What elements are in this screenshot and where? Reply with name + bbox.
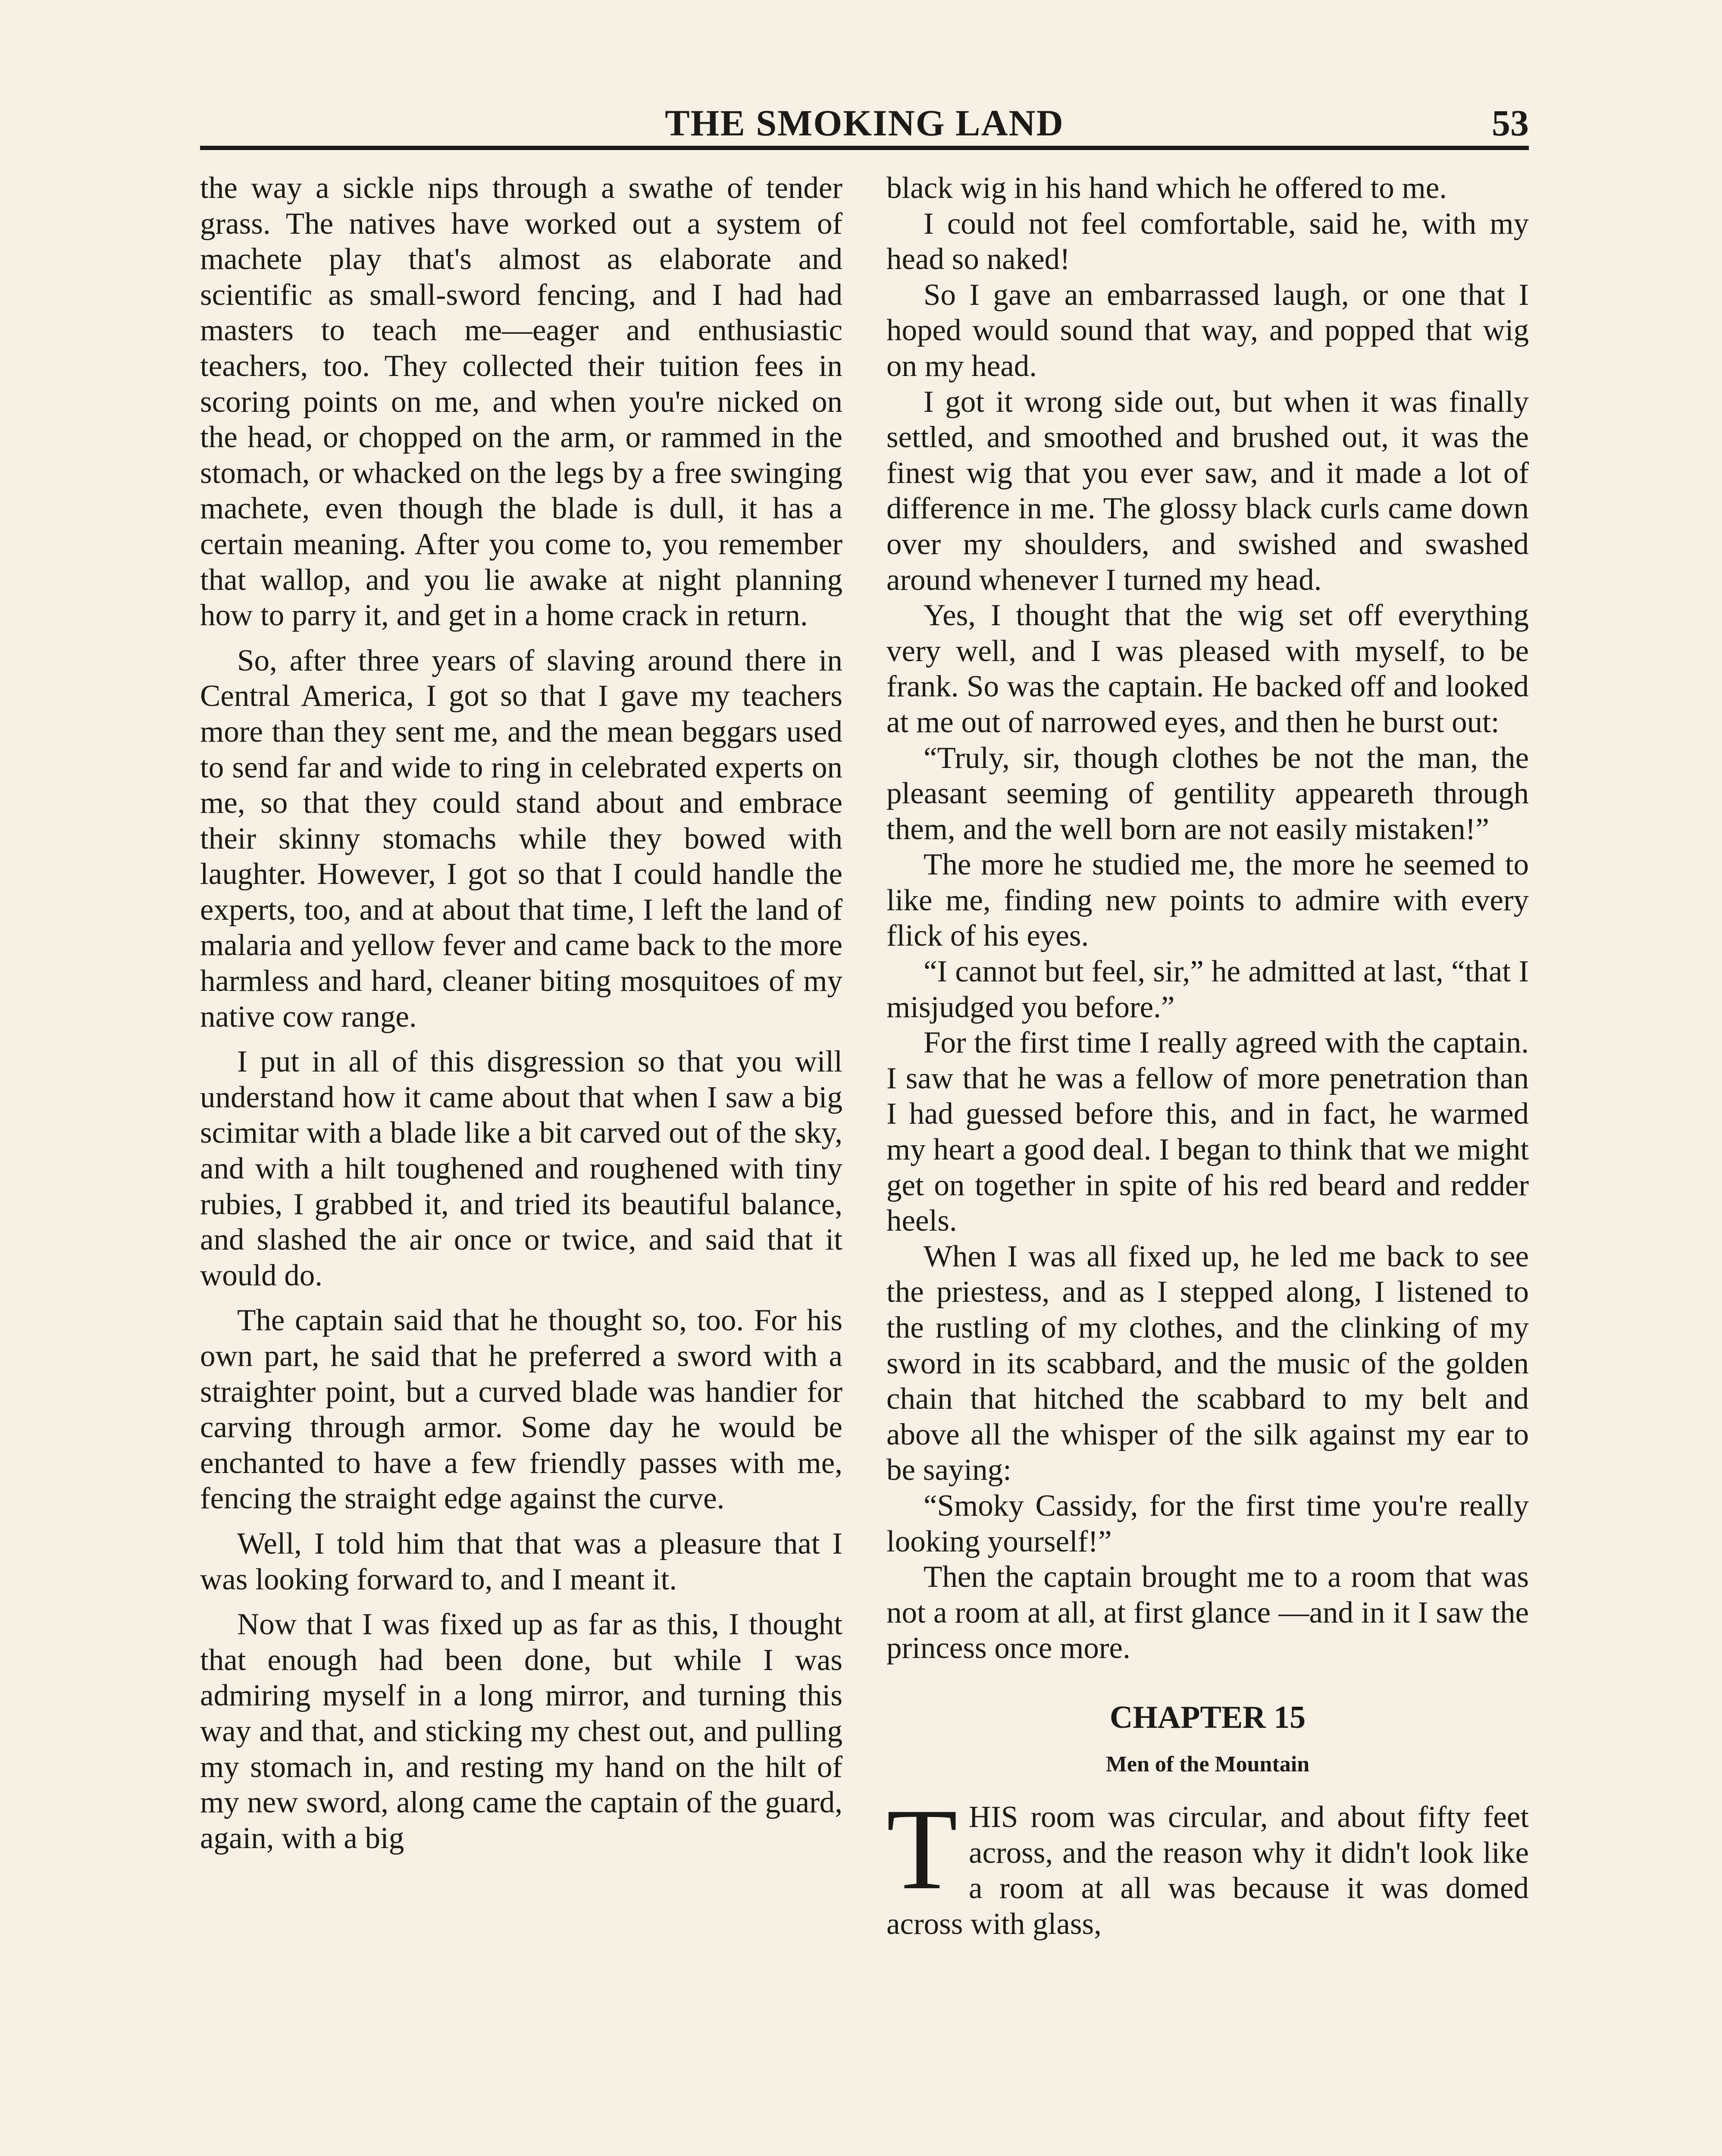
paragraph: black wig in his hand which he offered to me.: [886, 171, 1447, 205]
drop-cap: T: [886, 1785, 958, 1914]
chapter-subtitle: Men of the Mountain: [1105, 1752, 1310, 1777]
paragraph: Now that I was fixed up as far as this, I thought that enough had been done, but while I was admiring myself in a long mirror, and turning this way and that, and sticking my chest out, and pulling my stomach in, and resting my hand on the hilt of my new sword, along came the captain of the guard, again, with a big: [200, 1608, 842, 1855]
paragraph: “Truly, sir, though clothes be not the man, the pleasant seeming of gentility appeareth through them, and the well born are not easily mistaken!”: [886, 741, 1529, 846]
chapter-heading: CHAPTER 15: [1109, 1699, 1306, 1735]
paragraph: Then the captain brought me to a room that was not a room at all, at first glance —and in it I saw the princess once more.: [886, 1560, 1529, 1665]
running-header: [200, 97, 1529, 149]
paragraph: So, after three years of slaving around there in Central America, I got so that I gave my teachers more than they sent me, and the mean beggars used to send far and wide to ring in celebrated experts on me, so that they could stand about and embrace their skinny stomachs while they bowed with laughter. However, I got so that I could handle the experts, too, and at about that time, I left the land of malaria and yellow fever and came back to the more harmless and hard, cleaner biting mosquitoes of my native cow range.: [200, 643, 842, 1034]
chapter-opening: [886, 1785, 1529, 1942]
paragraph: Well, I told him that that was a pleasure that I was looking forward to, and I meant it.: [200, 1526, 842, 1596]
paragraph: I could not feel comfortable, said he, with my head so naked!: [886, 207, 1529, 276]
paragraph: I put in all of this disgression so that you will understand how it came about that when I saw a big scimitar with a blade like a bit carved out of the sky, and with a hilt toughened and roughened with tiny rubies, I grabbed it, and tried its beautiful balance, and slashed the air once or twice, and said that it would do.: [200, 1045, 842, 1292]
right-column: [886, 170, 1529, 1942]
running-title: THE SMOKING LAND: [665, 102, 1064, 144]
paragraph: Yes, I thought that the wig set off everything very well, and I was pleased with myself, to be frank. So was the captain. He backed off and looked at me out of narrowed eyes, and then he burst out:: [886, 599, 1529, 739]
paragraph: the way a sickle nips through a swathe of tender grass. The natives have worked out a system of machete play that's almost as elaborate and scientific as small-sword fencing, and I had had masters to teach me—eager and enthusiastic teachers, too. They collected their tuition fees in scoring points on me, and when you're nicked on the head, or chopped on the arm, or rammed in the stomach, or whacked on the legs by a free swinging machete, even though the blade is dull, it has a certain meaning. After you come to, you remember that wallop, and you lie awake at night planning how to parry it, and get in a home crack in return.: [200, 171, 842, 633]
paragraph: For the first time I really agreed with the captain. I saw that he was a fellow of more penetration than I had guessed before this, and in fact, he warmed my heart a good deal. I began to think that we might get on together in spite of his red beard and redder heels.: [886, 1026, 1529, 1238]
paragraph: When I was all fixed up, he led me back to see the priestess, and as I stepped along, I listened to the rustling of my clothes, and the clinking of my sword in its scabbard, and the music of the golden chain that hitched the scabbard to my belt and above all the whisper of the silk against my ear to be saying:: [886, 1239, 1529, 1487]
paragraph: The captain said that he thought so, too. For his own part, he said that he preferred a sword with a straighter point, but a curved blade was handier for carving through armor. Some day he would be enchanted to have a few friendly passes with me, fencing the straight edge against the curve.: [200, 1304, 842, 1516]
paragraph: The more he studied me, the more he seemed to like me, finding new points to admire with every flick of his eyes.: [886, 848, 1529, 953]
paragraph: “I cannot but feel, sir,” he admitted at last, “that I misjudged you before.”: [886, 955, 1529, 1024]
left-column: [200, 170, 842, 1856]
paragraph: I got it wrong side out, but when it was finally settled, and smoothed and brushed out, it was the finest wig that you ever saw, and it made a lot of difference in me. The glossy black curls came down over my shoulders, and swished and swashed around whenever I turned my head.: [886, 385, 1529, 597]
paragraph: “Smoky Cassidy, for the first time you're really looking yourself!”: [886, 1489, 1529, 1558]
page-number: 53: [1492, 102, 1529, 144]
paragraph: So I gave an embarrassed laugh, or one that I hoped would sound that way, and popped that wig on my head.: [886, 278, 1529, 383]
paragraph: HIS room was circular, and about fifty feet across, and the reason why it didn't look like a room at all was because it was domed across with glass,: [886, 1800, 1529, 1941]
header-rule: [200, 146, 1529, 150]
